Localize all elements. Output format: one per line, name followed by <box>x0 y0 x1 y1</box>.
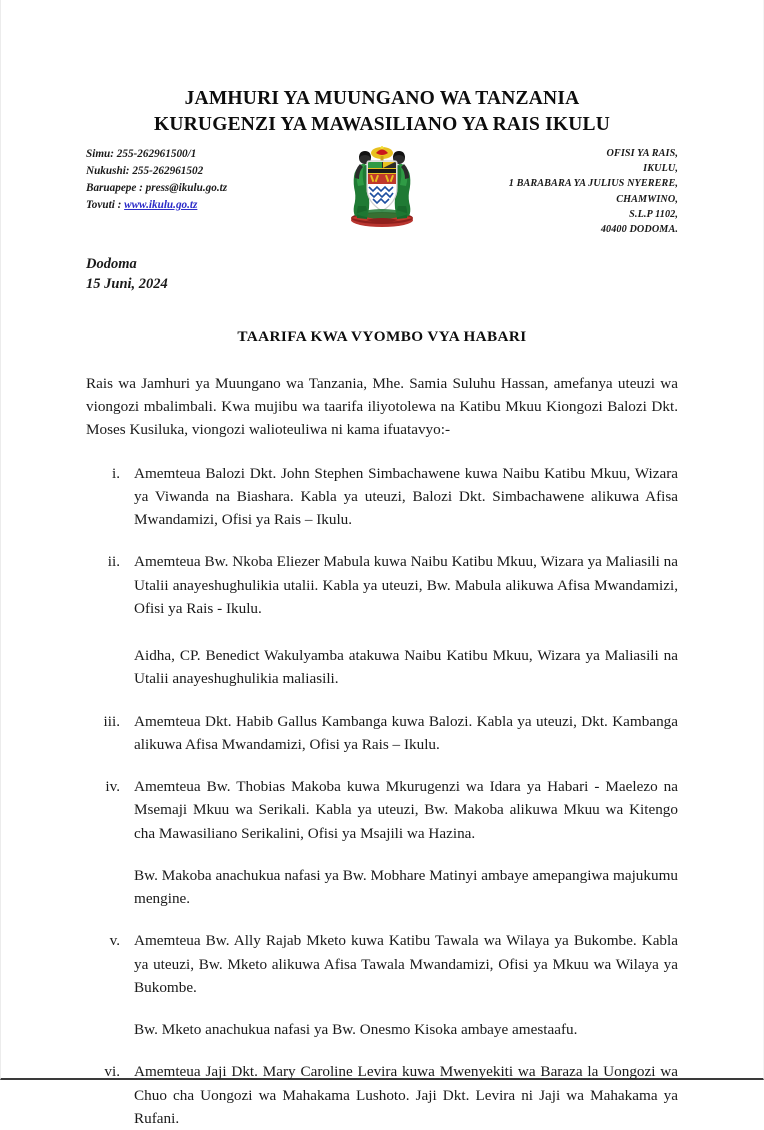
organization-name-line-1: JAMHURI YA MUUNGANO WA TANZANIA <box>184 88 580 109</box>
tanzania-coat-of-arms-icon <box>336 144 428 228</box>
website-line <box>86 197 227 214</box>
list-item-text: Amemteua Dkt. Habib Gallus Kambanga kuwa Balozi. Kabla ya uteuzi, Dkt. Kambanga alikuwa Afisa Mwandamizi, Ofisi ya Rais – Ikulu. <box>134 712 678 753</box>
list-item-numeral: vi. <box>104 1063 120 1081</box>
appointments-list <box>86 462 678 845</box>
list-item <box>86 462 678 532</box>
list-item <box>86 1060 678 1130</box>
address-line: 40400 DODOMA. <box>600 224 678 236</box>
page-title: TAARIFA KWA VYOMBO VYA HABARI <box>237 327 527 345</box>
list-item-text: Amemteua Balozi Dkt. John Stephen Simbachawene kuwa Naibu Katibu Mkuu, Wizara ya Viwanda na Biashara. Kabla ya uteuzi, Balozi Dkt. Simbachawene alikuwa Afisa Mwandamizi, Ofisi ya Rais – Ikulu. <box>134 464 678 529</box>
list-item <box>86 775 678 845</box>
address-line: OFISI YA RAIS, <box>606 147 678 159</box>
list-item-numeral: iii. <box>103 712 120 730</box>
list-item-text: Amemteua Bw. Nkoba Eliezer Mabula kuwa Naibu Katibu Mkuu, Wizara ya Maliasili na Utalii anayeshughulikia utalii. Kabla ya uteuzi, Bw. Mabula alikuwa Afisa Mwandamizi, Ofisi ya Rais - Ikulu. <box>134 553 678 617</box>
list-item <box>86 550 678 690</box>
followup-paragraph-makoba: Bw. Makoba anachukua nafasi ya Bw. Mobhare Matinyi ambaye amepangiwa majukumu mengine. <box>134 866 678 908</box>
address-line: S.L.P 1102, <box>629 209 678 221</box>
list-item <box>86 710 678 757</box>
website-label: Tovuti : <box>86 198 125 211</box>
appointments-list-continued <box>86 929 678 999</box>
intro-paragraph: Rais wa Jamhuri ya Muungano wa Tanzania, Mhe. Samia Suluhu Hassan, amefanya uteuzi wa viongozi mbalimbali. Kwa mujibu wa taarifa iliyotolewa na Katibu Mkuu Kiongozi Balozi Dkt. Moses Kusiluka, viongozi walioteuliwa ni kama ifuatavyo:- <box>86 374 678 439</box>
list-item-text: Amemteua Bw. Ally Rajab Mketo kuwa Katibu Tawala wa Wilaya ya Bukombe. Kabla ya uteuzi, Bw. Mketo alikuwa Afisa Tawala Mwandamizi, Ofisi ya Mkuu wa Wilaya ya Bukombe. <box>134 932 678 996</box>
phone-line: Simu: 255-262961500/1 <box>86 147 197 160</box>
list-item-text: Amemteua Jaji Dkt. Mary Caroline Levira kuwa Mwenyekiti wa Baraza la Uongozi wa Chuo cha Uongozi wa Mahakama Lushoto. Jaji Dkt. Levira ni Jaji wa Mahakama ya Rufani. <box>134 1063 678 1127</box>
organization-name-line-2: KURUGENZI YA MAWASILIANO YA RAIS IKULU <box>153 113 611 135</box>
letterhead <box>86 0 678 238</box>
list-item-numeral: iv. <box>105 778 120 796</box>
list-item-numeral: v. <box>109 932 120 950</box>
dateline-date: 15 Juni, 2024 <box>86 276 168 293</box>
appointments-list-final <box>86 1060 678 1130</box>
office-address <box>509 144 678 238</box>
list-item-subparagraph: Aidha, CP. Benedict Wakulyamba atakuwa Naibu Katibu Mkuu, Wizara ya Maliasili na Utalii anayeshughulikia maliasili. <box>134 647 678 688</box>
address-line: CHAMWINO, <box>616 193 678 205</box>
fax-line: Nukushi: 255-262961502 <box>86 164 204 177</box>
followup-paragraph-mketo: Bw. Mketo anachukua nafasi ya Bw. Onesmo Kisoka ambaye amestaafu. <box>134 1021 578 1039</box>
letterhead-details <box>86 144 678 238</box>
dateline <box>86 254 678 295</box>
list-item-text: Amemteua Bw. Thobias Makoba kuwa Mkurugenzi wa Idara ya Habari - Maelezo na Msemaji Mkuu wa Serikali. Kabla ya uteuzi, Bw. Makoba alikuwa Mkuu wa Kitengo cha Mawasiliano Serikalini, Ofisi ya Msajili wa Hazina. <box>134 778 678 842</box>
website-link[interactable]: www.ikulu.go.tz <box>124 198 198 211</box>
dateline-city: Dodoma <box>86 255 137 272</box>
list-item-numeral: i. <box>111 464 120 482</box>
address-line: 1 BARABARA YA JULIUS NYERERE, <box>508 178 678 190</box>
contact-details <box>86 144 227 214</box>
list-item <box>86 929 678 999</box>
email-line: Baruapepe : press@ikulu.go.tz <box>86 181 228 194</box>
list-item-numeral: ii. <box>107 553 120 571</box>
address-line: IKULU, <box>643 163 678 175</box>
